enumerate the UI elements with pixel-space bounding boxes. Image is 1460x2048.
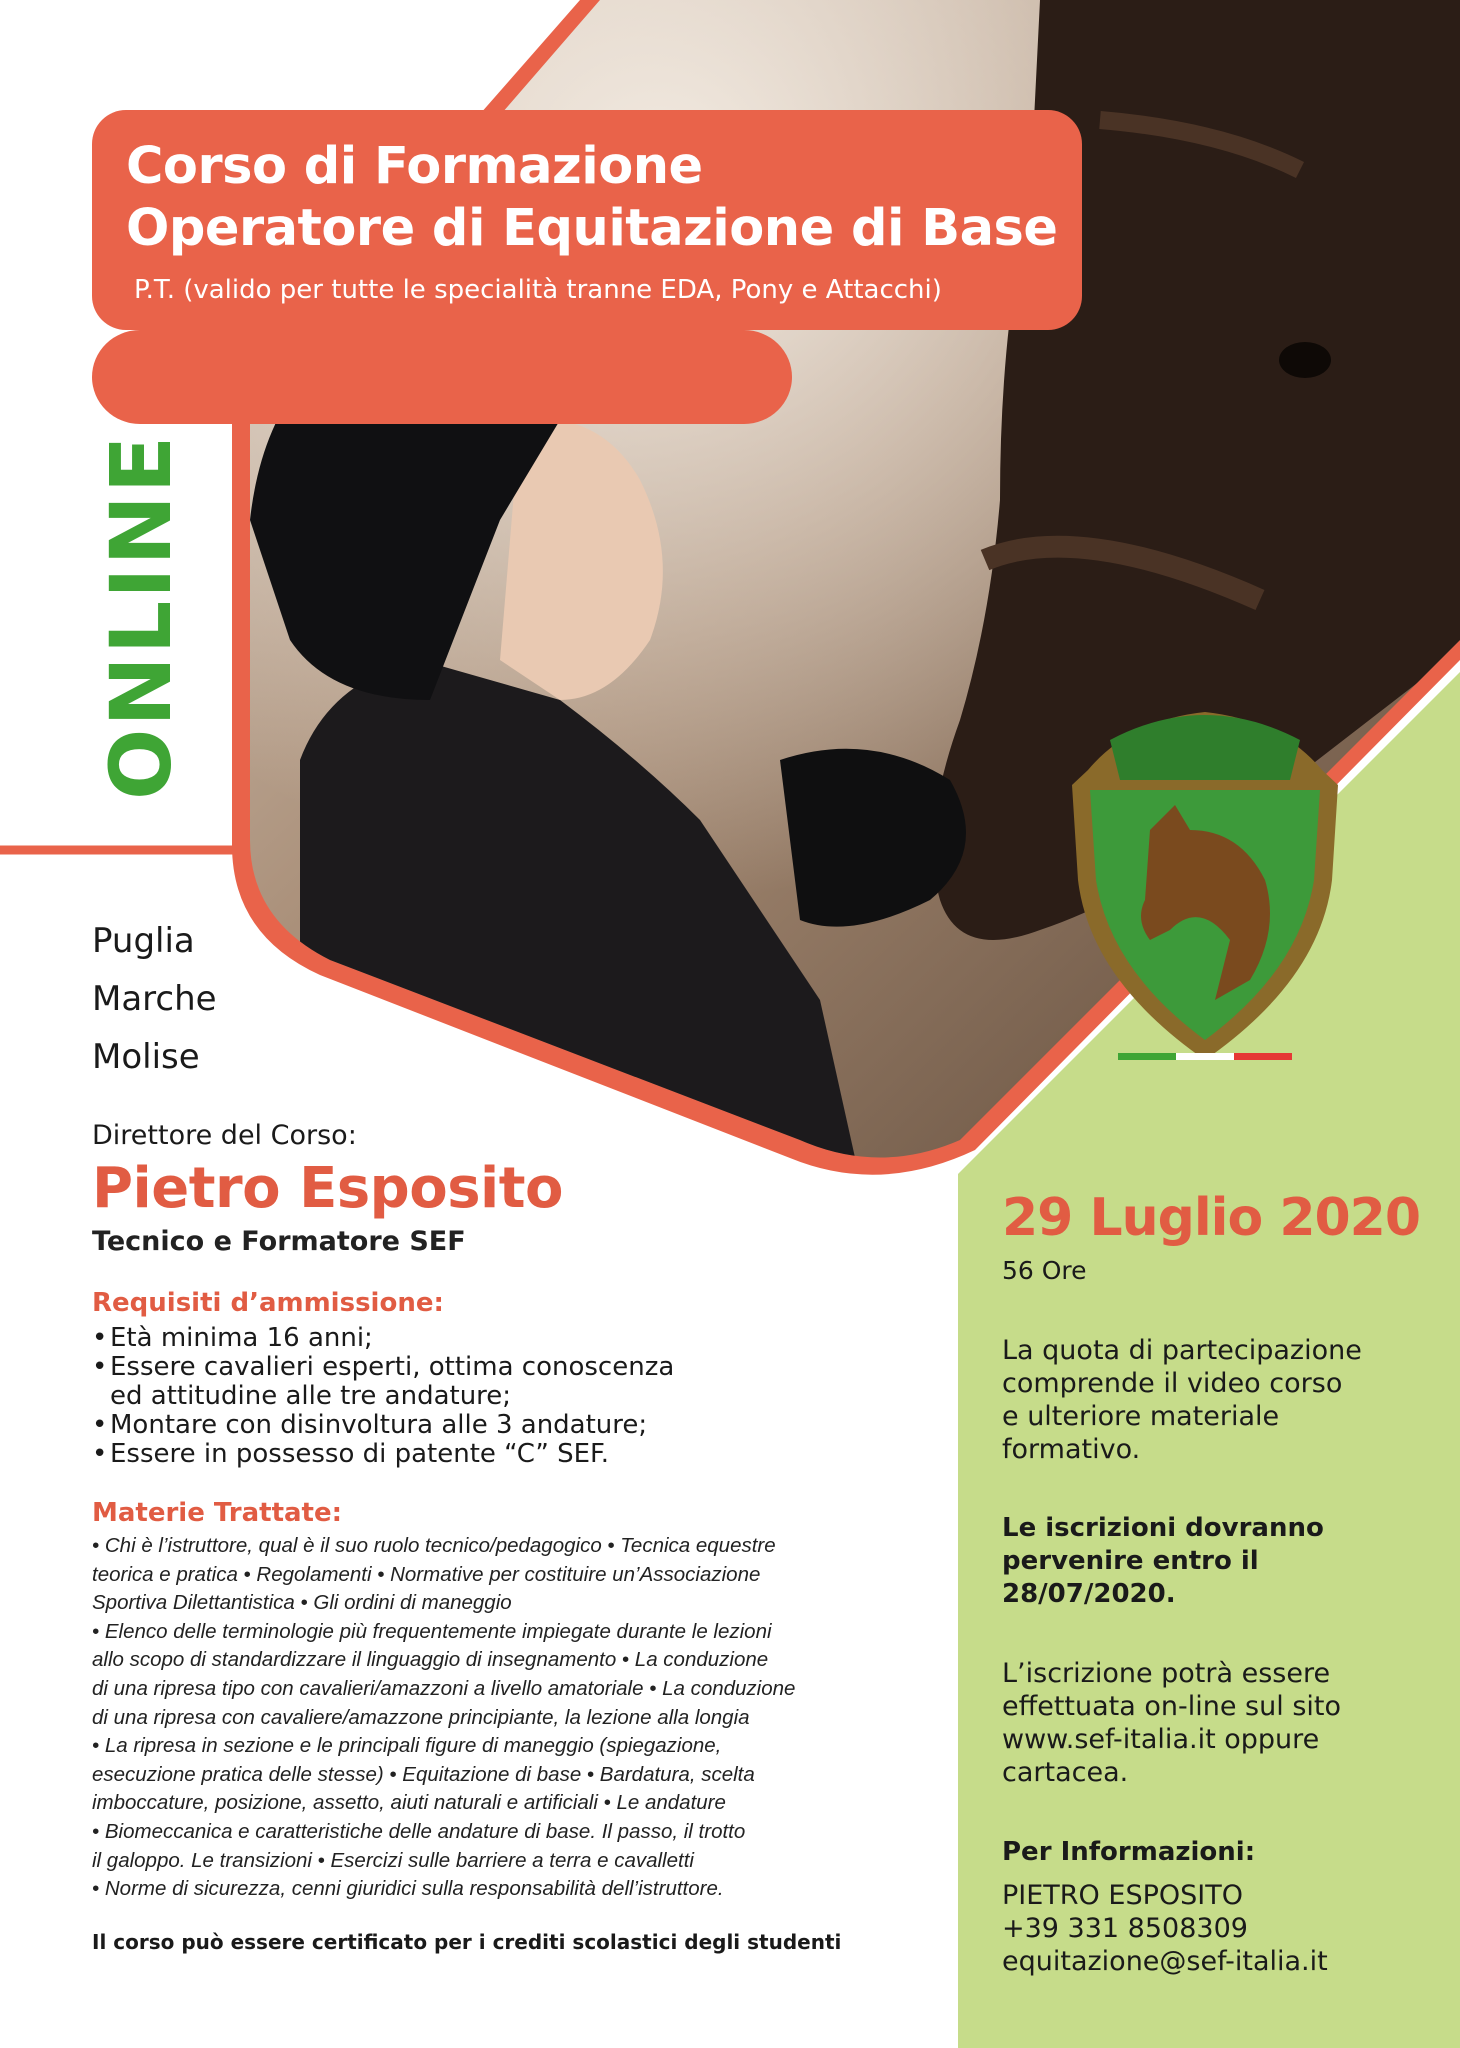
list-item: • Essere in possesso di patente “C” SEF. <box>92 1439 610 1469</box>
director-role: Tecnico e Formatore SEF <box>92 1226 466 1257</box>
director-block <box>92 1116 932 1262</box>
subjects-title: Materie Trattate: <box>92 1498 343 1528</box>
requirements-list <box>92 1324 932 1469</box>
subjects-line: allo scopo di standardizzare il linguaggio di insegnamento • La conduzione <box>92 1648 769 1672</box>
region-list <box>92 912 217 1086</box>
fee-text: La quota di partecipazione comprende il video corso e ulteriore materiale formativo. <box>1002 1335 1362 1465</box>
subjects-line: Sportiva Dilettantistica • Gli ordini di maneggio <box>92 1591 512 1615</box>
course-title-block <box>126 136 1086 306</box>
director-name: Pietro Esposito <box>92 1156 563 1221</box>
signup-text: L’iscrizione potrà essere effettuata on-line sul sito www.sef-italia.it oppure cartacea. <box>1002 1657 1442 1789</box>
course-subtitle: P.T. (valido per tutte le specialità tranne EDA, Pony e Attacchi) <box>134 275 942 305</box>
list-item: • Montare con disinvoltura alle 3 andature; <box>92 1410 648 1440</box>
contact-block <box>1002 1879 1442 1978</box>
subjects-line: • Chi è l’istruttore, qual è il suo ruolo tecnico/pedagogico • Tecnica equestre <box>92 1534 776 1557</box>
subjects-line: esecuzione pratica delle stesse) • Equitazione di base • Bardatura, scelta <box>92 1762 755 1786</box>
event-info-panel <box>1002 1186 1442 1978</box>
event-hours: 56 Ore <box>1002 1256 1087 1285</box>
contact-email[interactable]: equitazione@sef-italia.it <box>1002 1946 1328 1977</box>
subjects-section <box>92 1498 932 1904</box>
contact-title: Per Informazioni: <box>1002 1837 1256 1867</box>
contact-phone[interactable]: +39 331 8508309 <box>1002 1913 1248 1944</box>
requirements-section <box>92 1288 932 1469</box>
subjects-text <box>92 1532 932 1904</box>
list-item: • Età minima 16 anni; <box>92 1323 373 1353</box>
subjects-line: • Elenco delle terminologie più frequentemente impiegate durante le lezioni <box>92 1619 772 1643</box>
subjects-line: imboccature, posizione, assetto, aiuti naturali e artificiali • Le andature <box>92 1791 726 1815</box>
course-title-line1: Corso di Formazione <box>126 137 703 196</box>
subjects-line: il galoppo. Le transizioni • Esercizi sulle barriere a terra e cavalletti <box>92 1848 694 1872</box>
event-date: 29 Luglio 2020 <box>1002 1188 1421 1248</box>
subjects-line: teorica e pratica • Regolamenti • Normative per costituire un’Associazione <box>92 1562 761 1586</box>
online-label: ONLINE <box>92 433 190 800</box>
region-item: Marche <box>92 979 217 1019</box>
director-label: Direttore del Corso: <box>92 1120 357 1151</box>
certification-note: Il corso può essere certificato per i crediti scolastici degli studenti <box>92 1930 842 1954</box>
subjects-line: • Biomeccanica e caratteristiche delle andature di base. Il passo, il trotto <box>92 1819 746 1843</box>
region-item: Molise <box>92 1037 200 1077</box>
requirements-title: Requisiti d’ammissione: <box>92 1288 444 1318</box>
region-item: Puglia <box>92 921 195 961</box>
subjects-line: • La ripresa in sezione e le principali figure di maneggio (spiegazione, <box>92 1734 722 1758</box>
subjects-line: di una ripresa tipo con cavalieri/amazzoni a livello amatoriale • La conduzione <box>92 1676 796 1700</box>
subjects-line: • Norme di sicurezza, cenni giuridici sulla responsabilità dell’istruttore. <box>92 1877 724 1901</box>
list-item: • Essere cavalieri esperti, ottima conoscenza ed attitudine alle tre andature; <box>92 1352 675 1411</box>
deadline-text: Le iscrizioni dovranno pervenire entro il 28/07/2020. <box>1002 1513 1324 1609</box>
course-title-line2: Operatore di Equitazione di Base <box>126 199 1058 258</box>
contact-name: PIETRO ESPOSITO <box>1002 1880 1243 1911</box>
subjects-line: di una ripresa con cavaliere/amazzone principiante, la lezione alla longia <box>92 1705 750 1729</box>
website-link[interactable]: www.sef-italia.it oppure <box>1002 1724 1320 1755</box>
header-box-shadow <box>92 330 792 424</box>
